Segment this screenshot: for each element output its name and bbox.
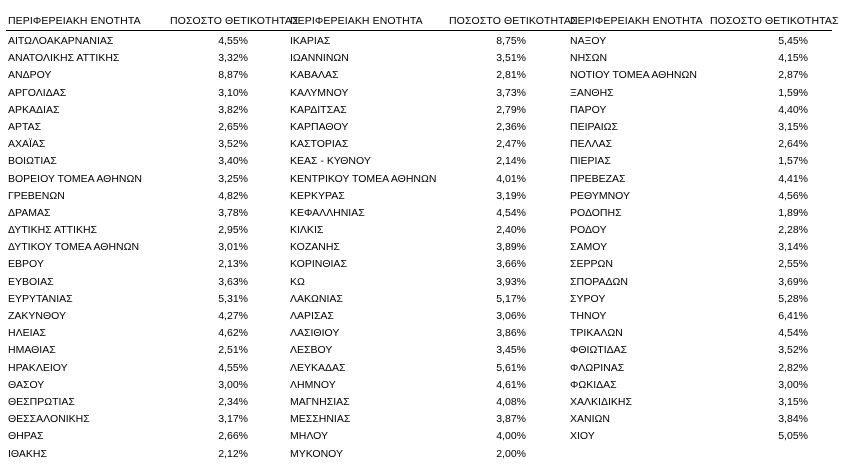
table-header	[6, 9, 839, 29]
positivity-value: 4,00%	[496, 430, 526, 443]
positivity-value: 3,19%	[496, 189, 526, 202]
positivity-value: 3,40%	[218, 155, 248, 168]
region-name: ΤΡΙΚΑΛΩΝ	[570, 327, 623, 340]
region-name: ΣΑΜΟΥ	[570, 241, 608, 254]
region-name: ΑΝΑΤΟΛΙΚΗΣ ΑΤΤΙΚΗΣ	[8, 52, 120, 65]
region-name: ΠΙΕΡΙΑΣ	[570, 155, 611, 168]
positivity-value: 3,89%	[496, 241, 526, 254]
header-region-3: ΠΕΡΙΦΕΡΕΙΑΚΗ ΕΝΟΤΗΤΑ	[570, 15, 703, 27]
positivity-value: 2,14%	[496, 155, 526, 168]
region-name: ΚΑΒΑΛΑΣ	[290, 69, 339, 82]
region-name: ΚΑΡΔΙΤΣΑΣ	[290, 103, 347, 116]
positivity-value: 2,55%	[778, 258, 808, 271]
positivity-value: 2,47%	[496, 138, 526, 151]
region-name: ΑΝΔΡΟΥ	[8, 69, 52, 82]
region-name: ΤΗΝΟΥ	[570, 310, 607, 322]
positivity-value: 2,87%	[778, 69, 808, 82]
region-name: ΠΕΛΛΑΣ	[570, 138, 613, 151]
region-name: ΗΛΕΙΑΣ	[8, 327, 47, 340]
positivity-value: 3,15%	[778, 395, 808, 408]
positivity-value: 4,82%	[218, 189, 248, 202]
positivity-value: 3,63%	[218, 275, 248, 288]
region-name: ΠΑΡΟΥ	[570, 103, 607, 116]
positivity-value: 2,40%	[496, 224, 526, 237]
region-name: ΠΡΕΒΕΖΑΣ	[570, 172, 626, 185]
region-name: ΗΜΑΘΙΑΣ	[8, 344, 56, 357]
positivity-value: 3,86%	[496, 327, 526, 340]
positivity-value: 3,82%	[218, 103, 248, 116]
positivity-value: 4,08%	[496, 395, 526, 408]
positivity-value: 2,34%	[218, 395, 248, 408]
positivity-value: 3,25%	[218, 172, 248, 185]
region-name: ΒΟΙΩΤΙΑΣ	[8, 155, 57, 168]
region-name: ΘΑΣΟΥ	[8, 378, 45, 391]
positivity-value: 3,69%	[778, 275, 808, 288]
region-name: ΘΕΣΠΡΩΤΙΑΣ	[8, 395, 75, 408]
region-name: ΚΑΛΥΜΝΟΥ	[290, 86, 349, 99]
positivity-value: 8,87%	[218, 69, 248, 82]
region-name: ΡΟΔΟΥ	[570, 224, 607, 237]
region-name: ΡΕΘΥΜΝΟΥ	[570, 189, 631, 202]
positivity-value: 3,00%	[778, 378, 808, 391]
region-name: ΚΙΛΚΙΣ	[290, 224, 324, 237]
region-name: ΠΕΙΡΑΙΩΣ	[570, 120, 618, 133]
positivity-value: 3,00%	[218, 378, 248, 391]
region-name: ΡΟΔΟΠΗΣ	[570, 206, 622, 219]
region-name: ΚΟΖΑΝΗΣ	[290, 241, 340, 254]
header-region-1: ΠΕΡΙΦΕΡΕΙΑΚΗ ΕΝΟΤΗΤΑ	[8, 15, 141, 27]
positivity-value: 3,73%	[496, 86, 526, 99]
positivity-value: 3,06%	[496, 310, 526, 322]
region-name: ΝΑΞΟΥ	[570, 35, 607, 47]
positivity-value: 3,52%	[218, 138, 248, 151]
region-name: ΔΡΑΜΑΣ	[8, 206, 51, 219]
region-name: ΜΗΛΟΥ	[290, 430, 328, 443]
positivity-value: 4,40%	[778, 103, 808, 116]
positivity-value: 2,82%	[778, 361, 808, 374]
positivity-value: 6,41%	[778, 310, 808, 322]
region-name: ΑΡΚΑΔΙΑΣ	[8, 103, 60, 116]
positivity-value: 5,17%	[496, 292, 526, 305]
positivity-value: 4,62%	[218, 327, 248, 340]
region-name: ΘΕΣΣΑΛΟΝΙΚΗΣ	[8, 413, 90, 426]
region-name: ΛΑΣΙΘΙΟΥ	[290, 327, 340, 340]
region-name: ΛΗΜΝΟΥ	[290, 378, 336, 391]
region-name: ΛΑΡΙΣΑΣ	[290, 310, 334, 322]
region-name: ΕΥΡΥΤΑΝΙΑΣ	[8, 292, 73, 305]
positivity-value: 2,64%	[778, 138, 808, 151]
region-name: ΦΛΩΡΙΝΑΣ	[570, 361, 625, 374]
positivity-value: 1,89%	[778, 206, 808, 219]
region-name: ΦΘΙΩΤΙΔΑΣ	[570, 344, 628, 357]
region-name: ΑΡΤΑΣ	[8, 120, 42, 133]
positivity-value: 4,55%	[218, 361, 248, 374]
region-name: ΣΠΟΡΑΔΩΝ	[570, 275, 628, 288]
region-name: ΛΕΥΚΑΔΑΣ	[290, 361, 346, 374]
region-name: ΜΥΚΟΝΟΥ	[290, 447, 344, 460]
header-rule	[6, 30, 832, 31]
positivity-value: 3,93%	[496, 275, 526, 288]
positivity-value: 8,75%	[496, 35, 526, 47]
region-name: ΝΗΣΩΝ	[570, 52, 608, 65]
positivity-value: 2,95%	[218, 224, 248, 237]
region-name: ΛΕΣΒΟΥ	[290, 344, 333, 357]
header-region-2: ΠΕΡΙΦΕΡΕΙΑΚΗ ΕΝΟΤΗΤΑ	[290, 15, 423, 27]
positivity-value: 4,55%	[218, 35, 248, 47]
positivity-value: 4,01%	[496, 172, 526, 185]
positivity-value: 3,14%	[778, 241, 808, 254]
positivity-value: 5,45%	[778, 35, 808, 47]
positivity-value: 1,57%	[778, 155, 808, 168]
region-name: ΚΩ	[290, 275, 305, 288]
region-name: ΕΒΡΟΥ	[8, 258, 44, 271]
positivity-value: 4,41%	[778, 172, 808, 185]
region-name: ΑΧΑΪΑΣ	[8, 138, 46, 151]
region-name: ΚΕΑΣ - ΚΥΘΝΟΥ	[290, 155, 371, 168]
region-name: ΜΕΣΣΗΝΙΑΣ	[290, 413, 351, 426]
positivity-value: 2,13%	[218, 258, 248, 271]
positivity-value: 5,28%	[778, 292, 808, 305]
region-name: ΗΡΑΚΛΕΙΟΥ	[8, 361, 68, 374]
region-name: ΑΙΤΩΛΟΑΚΑΡΝΑΝΙΑΣ	[8, 35, 114, 47]
positivity-value: 3,52%	[778, 344, 808, 357]
region-name: ΣΥΡΟΥ	[570, 292, 606, 305]
region-name: ΔΥΤΙΚΟΥ ΤΟΜΕΑ ΑΘΗΝΩΝ	[8, 241, 140, 254]
positivity-value: 3,01%	[218, 241, 248, 254]
positivity-value: 5,61%	[496, 361, 526, 374]
region-name: ΜΑΓΝΗΣΙΑΣ	[290, 395, 350, 408]
region-name: ΓΡΕΒΕΝΩΝ	[8, 189, 65, 202]
positivity-value: 3,15%	[778, 120, 808, 133]
positivity-value: 2,00%	[496, 447, 526, 460]
region-name: ΚΕΦΑΛΛΗΝΙΑΣ	[290, 206, 365, 219]
region-name: ΞΑΝΘΗΣ	[570, 86, 614, 99]
region-name: ΔΥΤΙΚΗΣ ΑΤΤΙΚΗΣ	[8, 224, 98, 237]
region-name: ΦΩΚΙΔΑΣ	[570, 378, 617, 391]
positivity-value: 3,66%	[496, 258, 526, 271]
positivity-value: 2,12%	[218, 447, 248, 460]
positivity-value: 2,51%	[218, 344, 248, 357]
header-positivity-2: ΠΟΣΟΣΤΟ ΘΕΤΙΚΟΤΗΤΑΣ	[449, 15, 578, 27]
region-name: ΑΡΓΟΛΙΔΑΣ	[8, 86, 67, 99]
region-name: ΚΕΝΤΡΙΚΟΥ ΤΟΜΕΑ ΑΘΗΝΩΝ	[290, 172, 437, 185]
positivity-value: 3,87%	[496, 413, 526, 426]
positivity-value: 3,17%	[218, 413, 248, 426]
positivity-value: 4,15%	[778, 52, 808, 65]
positivity-value: 2,65%	[218, 120, 248, 133]
positivity-value: 2,28%	[778, 224, 808, 237]
positivity-value: 4,61%	[496, 378, 526, 391]
region-name: ΙΘΑΚΗΣ	[8, 447, 47, 460]
header-positivity-3: ΠΟΣΟΣΤΟ ΘΕΤΙΚΟΤΗΤΑΣ	[710, 15, 839, 27]
region-name: ΧΙΟΥ	[570, 430, 595, 443]
region-name: ΚΑΣΤΟΡΙΑΣ	[290, 138, 349, 151]
region-name: ΧΑΛΚΙΔΙΚΗΣ	[570, 395, 632, 408]
positivity-value: 3,51%	[496, 52, 526, 65]
positivity-value: 5,05%	[778, 430, 808, 443]
positivity-value: 3,84%	[778, 413, 808, 426]
positivity-value: 3,45%	[496, 344, 526, 357]
region-name: ΙΩΑΝΝΙΝΩΝ	[290, 52, 349, 65]
region-name: ΖΑΚΥΝΘΟΥ	[8, 310, 67, 322]
positivity-value: 3,32%	[218, 52, 248, 65]
positivity-value: 2,36%	[496, 120, 526, 133]
positivity-value: 2,66%	[218, 430, 248, 443]
region-name: ΕΥΒΟΙΑΣ	[8, 275, 54, 288]
positivity-table	[6, 9, 839, 460]
region-name: ΧΑΝΙΩΝ	[570, 413, 610, 426]
region-name: ΛΑΚΩΝΙΑΣ	[290, 292, 343, 305]
positivity-value: 1,59%	[778, 86, 808, 99]
region-name: ΚΟΡΙΝΘΙΑΣ	[290, 258, 347, 271]
positivity-value: 3,78%	[218, 206, 248, 219]
positivity-value: 4,56%	[778, 189, 808, 202]
positivity-value: 2,79%	[496, 103, 526, 116]
header-positivity-1: ΠΟΣΟΣΤΟ ΘΕΤΙΚΟΤΗΤΑΣ	[170, 15, 299, 27]
region-name: ΚΕΡΚΥΡΑΣ	[290, 189, 345, 202]
region-name: ΙΚΑΡΙΑΣ	[290, 35, 331, 47]
region-name: ΣΕΡΡΩΝ	[570, 258, 613, 271]
region-name: ΝΟΤΙΟΥ ΤΟΜΕΑ ΑΘΗΝΩΝ	[570, 69, 697, 82]
positivity-value: 3,10%	[218, 86, 248, 99]
positivity-value: 5,31%	[218, 292, 248, 305]
region-name: ΘΗΡΑΣ	[8, 430, 44, 443]
positivity-value: 4,27%	[218, 310, 248, 322]
positivity-value: 4,54%	[778, 327, 808, 340]
region-name: ΚΑΡΠΑΘΟΥ	[290, 120, 349, 133]
positivity-value: 4,54%	[496, 206, 526, 219]
region-name: ΒΟΡΕΙΟΥ ΤΟΜΕΑ ΑΘΗΝΩΝ	[8, 172, 142, 185]
positivity-value: 2,81%	[496, 69, 526, 82]
